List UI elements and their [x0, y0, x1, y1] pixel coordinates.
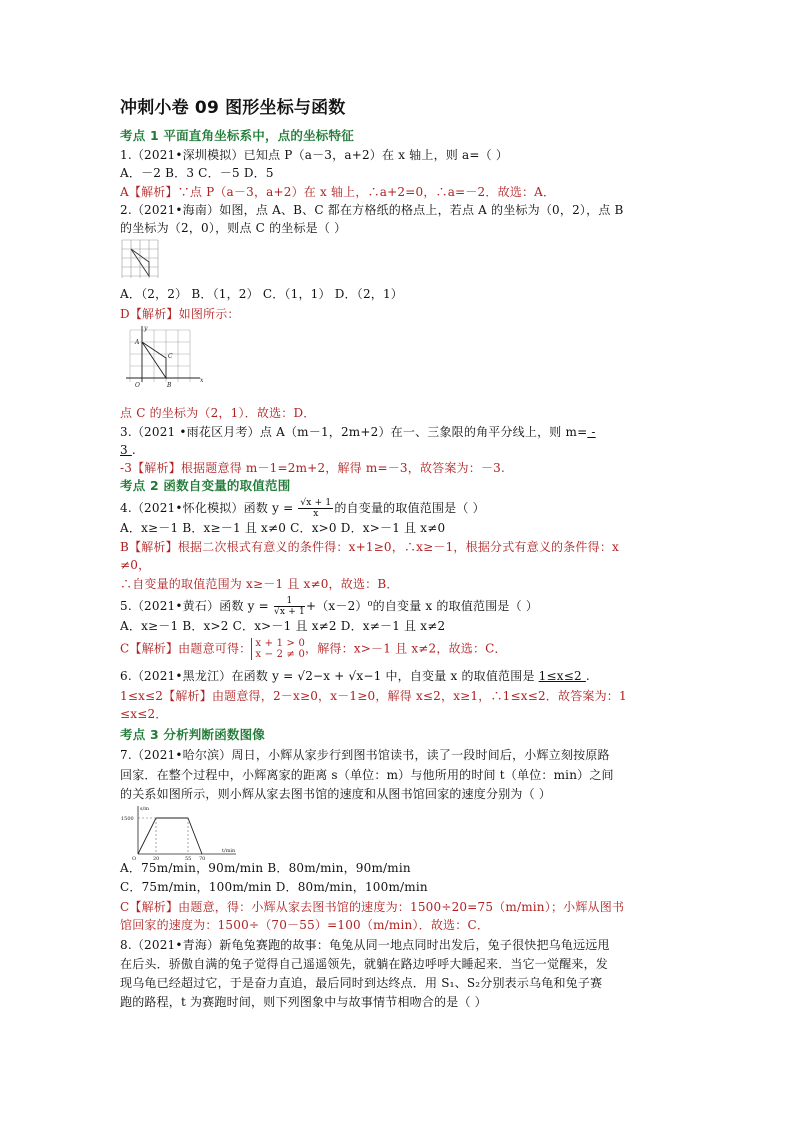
- q8-stem-line2: 在后头．骄傲自满的兔子觉得自己遥遥领先，就躺在路边呼呼大睡起来．当它一觉醒来，发: [120, 957, 609, 971]
- q2-solution-figure: [120, 324, 210, 390]
- q2-conclusion: 点 C 的坐标为（2，1）．故选：D．: [120, 406, 316, 420]
- q5-stem-end: +（x－2）⁰的自变量 x 的取值范围是（ ）: [305, 599, 539, 613]
- q7-answer-line1: C【解析】由题意，得：小辉从家去图书馆的速度为：1500÷20=75（m/min）；小辉从图书: [120, 900, 625, 914]
- q7-answer-line2: 馆回家的速度为：1500÷（70－55）=100（m/min）．故选：C．: [120, 918, 490, 932]
- q4-options: A．x≥－1 B．x≥－1 且 x≠0 C．x>0 D．x>－1 且 x≠0: [120, 521, 446, 535]
- q4-stem-end: 的自变量的取值范围是（ ）: [334, 501, 485, 515]
- q5-stem: [120, 596, 538, 617]
- q1-options: A．－2 B．3 C．－5 D．5: [120, 166, 274, 180]
- q3-blank-part1: -: [587, 425, 596, 439]
- section-heading-2: 考点 2 函数自变量的取值范围: [120, 478, 291, 493]
- page-title: 冲刺小卷 09 图形坐标与函数: [120, 98, 346, 118]
- q5-numerator: 1: [274, 596, 305, 607]
- q8-stem-line4: 跑的路程，t 为赛跑时间，则下列图象中与故事情节相吻合的是（ ）: [120, 995, 487, 1009]
- q6-stem-text: 6.（2021•黑龙江）在函数 y = √2−x + √x−1 中，自变量 x 的取值范围是: [120, 669, 539, 683]
- q5-denominator: √x + 1: [273, 607, 305, 617]
- q5-fraction: [274, 596, 305, 617]
- q2-axis-x-label: x: [200, 377, 204, 384]
- q8-stem-line1: 8.（2021•青海）新龟兔赛跑的故事：龟兔从同一地点同时出发后，兔子很快把乌龟远远甩: [120, 938, 610, 952]
- q7-y-tick-1500: 1500: [121, 816, 134, 822]
- q7-stem-line2: 回家．在整个过程中，小辉离家的距离 s（单位：m）与他所用的时间 t（单位：min）之间: [120, 768, 614, 782]
- q5-answer-text: C【解析】由题意可得：: [120, 641, 252, 656]
- section-heading-3: 考点 3 分析判断函数图像: [120, 727, 266, 742]
- q2-answer: D【解析】如图所示：: [120, 307, 240, 321]
- q6-stem-end: .: [585, 669, 590, 683]
- q5-inequality-system: [251, 638, 305, 660]
- q7-stem-line3: 的关系如图所示，则小辉从家去图书馆的速度和从图书馆回家的速度分别为（ ）: [120, 787, 552, 801]
- q6-answer-line2: ≤x≤2．: [120, 707, 168, 721]
- q3-stem: [120, 424, 596, 440]
- q6-stem: [120, 668, 590, 684]
- q8-stem-line3: 现乌龟已经超过它，于是奋力直追，最后同时到达终点．用 S₁、S₂分别表示乌龟和兔子赛: [120, 976, 603, 990]
- q3-answer: -3【解析】根据题意得 m－1=2m+2，解得 m=－3，故答案为：－3.: [120, 461, 506, 475]
- q2-small-grid-figure: [120, 238, 166, 280]
- q3-stem-text: 3.（2021 •雨花区月考）点 A（m－1，2m+2）在一、三象限的角平分线上，则 m=: [120, 425, 588, 439]
- q6-blank: 1≤x≤2: [538, 669, 586, 683]
- q7-x-tick-55: 55: [185, 856, 192, 860]
- q2-point-b-label: B: [167, 382, 172, 389]
- q4-answer-line3: ∴自变量的取值范围为 x≥－1 且 x≠0，故选：B．: [120, 577, 399, 591]
- q4-numerator: √x + 1: [300, 498, 332, 508]
- q3-stem-end: .: [131, 443, 136, 457]
- q2-point-c-label: C: [168, 353, 173, 360]
- q1-stem: 1.（2021•深圳模拟）已知点 P（a－3，a+2）在 x 轴上，则 a=（ ）: [120, 148, 509, 162]
- q7-options-line2: C．75m/min，100m/min D．80m/min，100m/min: [120, 880, 428, 894]
- q4-fraction: [298, 498, 333, 519]
- q2-options: A．（2，2） B．（1，2） C．（1，1） D．（2，1）: [120, 287, 404, 301]
- section-heading-1: 考点 1 平面直角坐标系中，点的坐标特征: [120, 128, 354, 143]
- q5-system-line1: x + 1 > 0: [255, 638, 306, 649]
- q4-answer-line2: ≠0，: [120, 558, 151, 572]
- q7-x-axis-label: t/min: [222, 848, 236, 854]
- q4-stem-text: 4.（2021•怀化模拟）函数 y =: [120, 501, 294, 515]
- q2-axis-y-label: y: [144, 325, 148, 332]
- q7-distance-time-graph: [120, 802, 240, 860]
- q3-blank-part2: 3: [120, 443, 132, 457]
- q2-origin-label: O: [135, 382, 140, 389]
- q5-answer-end: ，解得：x>－1 且 x≠2，故选：C．: [305, 641, 507, 656]
- q7-x-tick-20: 20: [153, 856, 160, 860]
- q2-point-a-label: A: [135, 339, 140, 346]
- q1-answer: A【解析】∵点 P（a－3，a+2）在 x 轴上，∴a+2=0，∴a=－2．故选：A．: [120, 185, 556, 199]
- q3-stem-cont: [120, 442, 136, 458]
- q5-answer: [120, 638, 507, 660]
- q6-answer-line1: 1≤x≤2【解析】由题意得，2－x≥0，x－1≥0，解得 x≤2，x≥1，∴1≤x≤2．故答案为：1: [120, 689, 627, 703]
- q5-stem-text: 5.（2021•黄石）函数 y =: [120, 599, 269, 613]
- q4-denominator: x: [313, 509, 319, 519]
- q4-answer-line1: B【解析】根据二次根式有意义的条件得：x+1≥0，∴x≥－1，根据分式有意义的条件得：x: [120, 540, 619, 554]
- q7-stem-line1: 7.（2021•哈尔滨）周日，小辉从家步行到图书馆读书，读了一段时间后，小辉立刻按原路: [120, 748, 610, 762]
- q2-stem-line1: 2.（2021•海南）如图，点 A、B、C 都在方格纸的格点上，若点 A 的坐标为（0，2），点 B: [120, 203, 624, 217]
- q7-options-line1: A．75m/min，90m/min B．80m/min，90m/min: [120, 861, 411, 875]
- q5-options: A．x≥－1 B．x>2 C．x>－1 且 x≠2 D．x≠－1 且 x≠2: [120, 619, 446, 633]
- q7-origin-label: O: [132, 856, 137, 860]
- q7-y-axis-label: s/m: [140, 806, 149, 812]
- q7-x-tick-70: 70: [199, 856, 206, 860]
- q2-stem-line2: 的坐标为（2，0），则点 C 的坐标是（ ）: [120, 221, 347, 235]
- q5-system-line2: x − 2 ≠ 0: [255, 649, 306, 660]
- q4-stem: [120, 498, 485, 519]
